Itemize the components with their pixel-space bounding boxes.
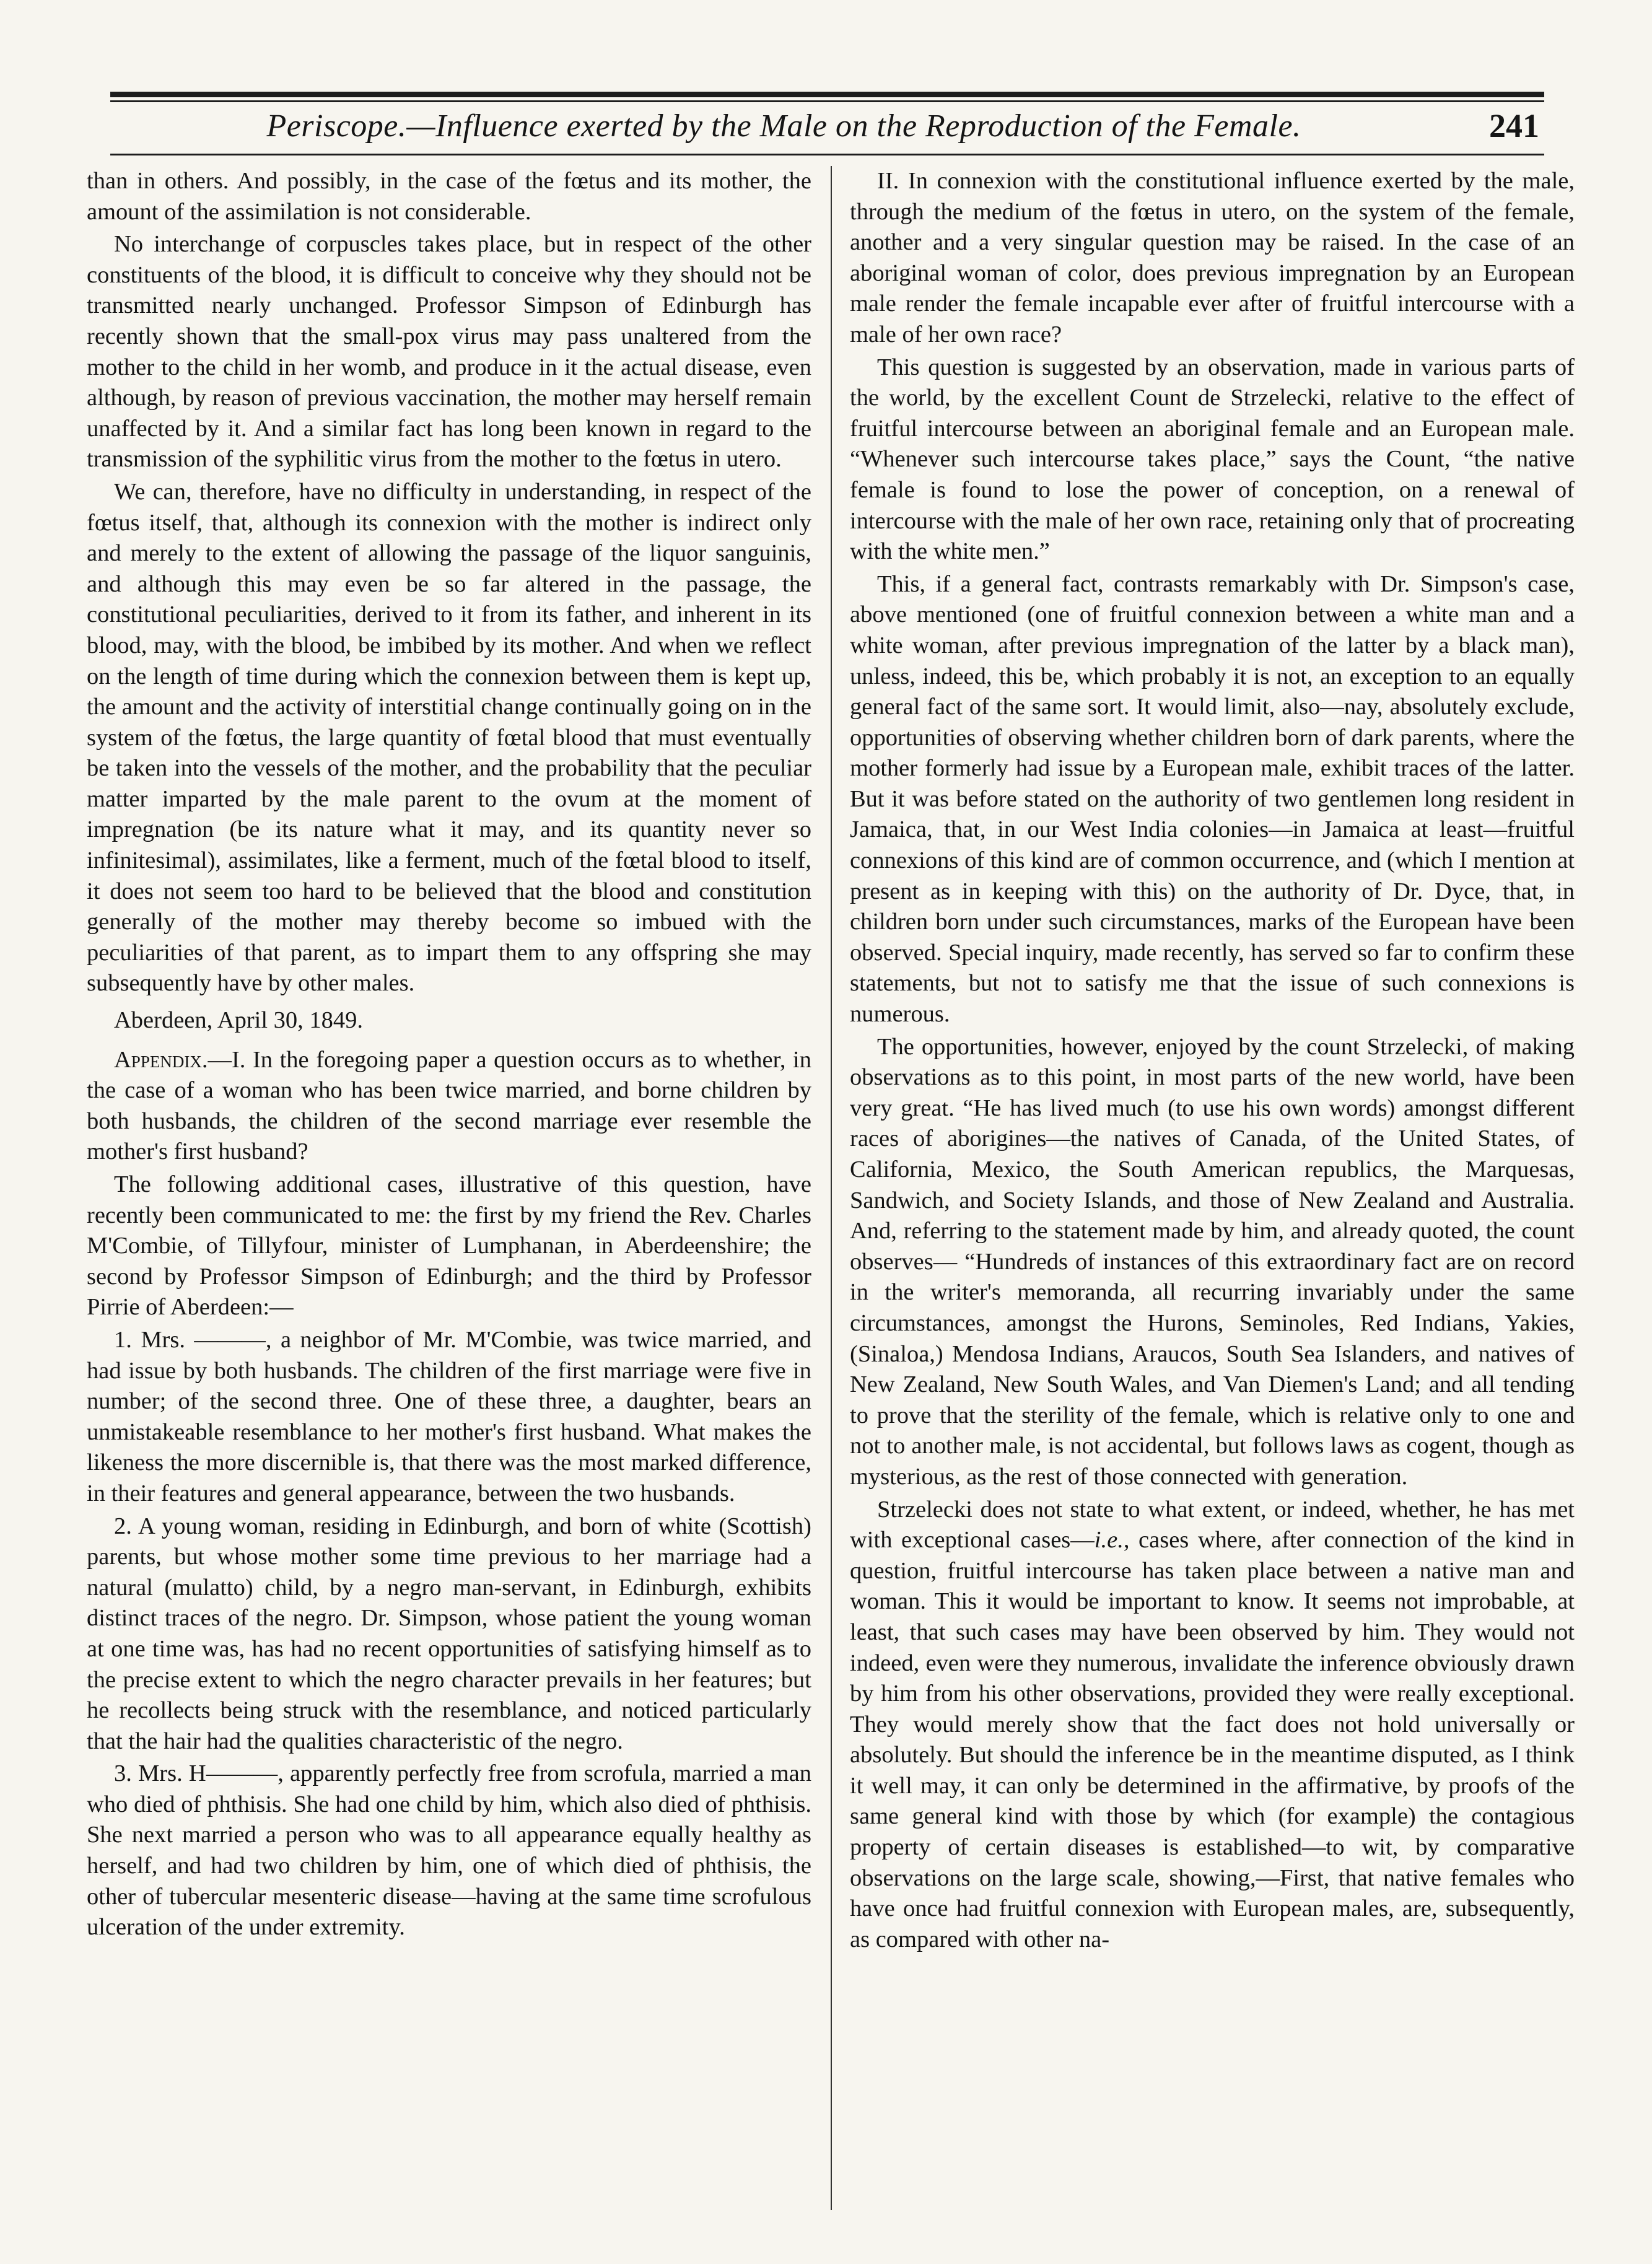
exceptional-cases-end: , cases where, after connection of the kind in question, fruitful intercourse has taken place between a native man and woman. This it would be important to know. It seems not improbable, at least, that such cases may have been observed by him. They would not indeed, even were they numerous, invalidate the inference obviously drawn by him from his other observations, provided they were really exceptional. They would merely show that the fact does not hold universally or absolutely. But should the inference be in the meantime disputed, as I think it well may, it can only be determined in the affirmative, by proofs of the same general kind with those by which (for example) the contagious property of certain diseases is established—to wit, by comparative observations on the large scale, showing,—First, that native females who have once had fruitful connexion with European males, are, subsequently, as compared with other na- (850, 1527, 1575, 1952)
top-rule-thin (110, 100, 1544, 102)
right-column (850, 166, 1575, 2210)
ie-italic: i.e. (1094, 1527, 1124, 1554)
exceptional-cases-start: Strzelecki does not state to what extent, or indeed, whether, he has met with exceptional cases— (850, 1496, 1575, 1554)
paragraph-opportunities: The opportunities, however, enjoyed by the count Strzelecki, of making observations as to this point, in most parts of the new world, have been very great. “He has lived much (to use his own words) amongst different races of aborigines—the natives of Canada, of the United States, of California, Mexico, the South American republics, the Marquesas, Sandwich, and Society Islands, and those of New Zealand and Australia. And, referring to the statement made by him, and already quoted, the count observes— “Hundreds of instances of this extraordinary fact are on record in the writer's memoranda, all recurring invariably under the same circumstances, amongst the Hurons, Seminoles, Red Indians, Yakies, (Sinaloa,) Mendosa Indians, Araucos, South Sea Islanders, and natives of New Zealand, New South Wales, and Van Diemen's Land; and all tending to prove that the sterility of the female, which is relative only to one and not to another male, is not accidental, but follows laws as cogent, though as mysterious, as the rest of those connected with generation. (850, 1033, 1575, 1490)
section-ii-paragraph: II. In connexion with the constitutional influence exerted by the male, through the medium of the fœtus in utero, on the system of the female, another and a very singular question may be raised. In the case of an aboriginal woman of color, does previous impregnation by an European male render the female incapable ever after of fruitful intercourse with a male of her own race? (850, 168, 1575, 347)
paragraph-continued: than in others. And possibly, in the case of the fœtus and its mother, the amount of the assimilation is not considerable. (87, 168, 811, 225)
case-1: 1. Mrs. ———, a neighbor of Mr. M'Combie, was twice married, and had issue by both husbands. The children of the first marriage were five in number; of the second three. One of these three, a daughter, bears an unmistakeable resemblance to her mother's first husband. What makes the likeness the more discernible is, that there was the most marked difference, in their features and general appearance, between the two husbands. (87, 1326, 811, 1506)
top-rule-thick (110, 92, 1544, 97)
appendix-label: Appendix. (114, 1046, 208, 1073)
paragraph-general-fact: This, if a general fact, contrasts remarkably with Dr. Simpson's case, above mentioned (one of fruitful connexion between a white man and a white woman, after previous impregnation of the latter by a black man), unless, indeed, this be, which probably it is not, an exception to an equally general fact of the same sort. It would limit, also—nay, absolutely exclude, opportunities of observing whether children born of dark parents, where the mother formerly had issue by a European male, exhibit traces of the latter. But it was before stated on the authority of two gentlemen long resident in Jamaica, that, in our West India colonies—in Jamaica at least—fruitful connexions of this kind are of common occurrence, and (which I mention at present as in keeping with this) on the authority of Dr. Dyce, that, in children born under such circumstances, marks of the European have been observed. Special inquiry, made recently, has served so far to confirm these statements, but not to satisfy me that the issue of such connexions is numerous. (850, 570, 1575, 1028)
paragraph-exceptional-cases (850, 1495, 1575, 1956)
appendix-text: —I. In the foregoing paper a question occurs as to whether, in the case of a woman who has been twice married, and borne children by both husbands, the children of the second marriage ever resemble the mother's first husband? (87, 1046, 811, 1165)
case-3: 3. Mrs. H———, apparently perfectly free from scrofula, married a man who died of phthisis. She had one child by him, which also died of phthisis. She next married a person who was to all appearance equally healthy as herself, and had two children by him, one of which died of phthisis, the other of tubercular mesenteric disease—having at the same time scrofulous ulceration of the under extremity. (87, 1760, 811, 1941)
paragraph-fetus-connexion: We can, therefore, have no difficulty in understanding, in respect of the fœtus itself, that, although its connexion with the mother is indirect only and merely to the extent of allowing the passage of the liquor sanguinis, and although this may even be so far altered in the passage, the constitutional peculiarities, derived to it from its father, and inherent in its blood, may, with the blood, be imbibed by its mother. And when we reflect on the length of time during which the connexion between them is kept up, the amount and the activity of interstitial change continually going on in the system of the fœtus, the large quantity of fœtal blood that must eventually be taken into the vessels of the mother, and the probability that the peculiar matter imparted by the male parent to the ovum at the moment of impregnation (be its nature what it may, and its quantity never so infinitesimal), assimilates, like a ferment, much of the fœtal blood to itself, it does not seem too hard to be believed that the blood and constitution generally of the mother may thereby become so imbued with the peculiarities of that parent, as to impart them to any offspring she may subsequently have by other males. (87, 478, 811, 997)
running-head (110, 105, 1544, 149)
paragraph-corpuscles: No interchange of corpuscles takes place, but in respect of the other constituents of the blood, it is difficult to conceive why they should not be transmitted nearly unchanged. Professor Simpson of Edinburgh has recently shown that the small-pox virus may pass unaltered from the mother to the child in her womb, and produce in it the actual disease, even although, by reason of previous vaccination, the mother may herself remain unaffected by it. And a similar fact has long been known in regard to the transmission of the syphilitic virus from the mother to the fœtus in utero. (87, 231, 811, 473)
paragraph-additional-cases: The following additional cases, illustrative of this question, have recently been communicated to me: the first by my friend the Rev. Charles M'Combie, of Tillyfour, minister of Lumphanan, in Aberdeenshire; the second by Professor Simpson of Edinburgh; and the third by Professor Pirrie of Aberdeen:— (87, 1171, 811, 1321)
page-number: 241 (1489, 107, 1539, 144)
case-2: 2. A young woman, residing in Edinburgh, and born of white (Scottish) parents, but whose mother some time previous to her marriage had a natural (mulatto) child, by a negro man-servant, in Edinburgh, exhibits distinct traces of the negro. Dr. Simpson, whose patient the young woman at one time was, has had no recent opportunities of satisfying himself as to the precise extent to which the negro character prevails in her features; but he recollects being struck with the resemblance, and noticed particularly that the hair had the qualities characteristic of the negro. (87, 1513, 811, 1754)
running-title: Periscope.—Influence exerted by the Male on the Reproduction of the Female. (266, 108, 1301, 144)
left-column (87, 166, 811, 2210)
appendix-paragraph (87, 1045, 811, 1168)
dateline: Aberdeen, April 30, 1849. (114, 1007, 364, 1034)
paragraph-strzelecki-observation: This question is suggested by an observation, made in various parts of the world, by the excellent Count de Strzelecki, relative to the effect of fruitful intercourse between an aboriginal female and an European male. “Whenever such intercourse takes place,” says the Count, “the native female is found to lose the power of conception, on a renewal of intercourse with the male of her own race, retaining only that of procreating with the white men.” (850, 354, 1575, 565)
column-divider (831, 166, 832, 2210)
header-rule (110, 154, 1544, 155)
